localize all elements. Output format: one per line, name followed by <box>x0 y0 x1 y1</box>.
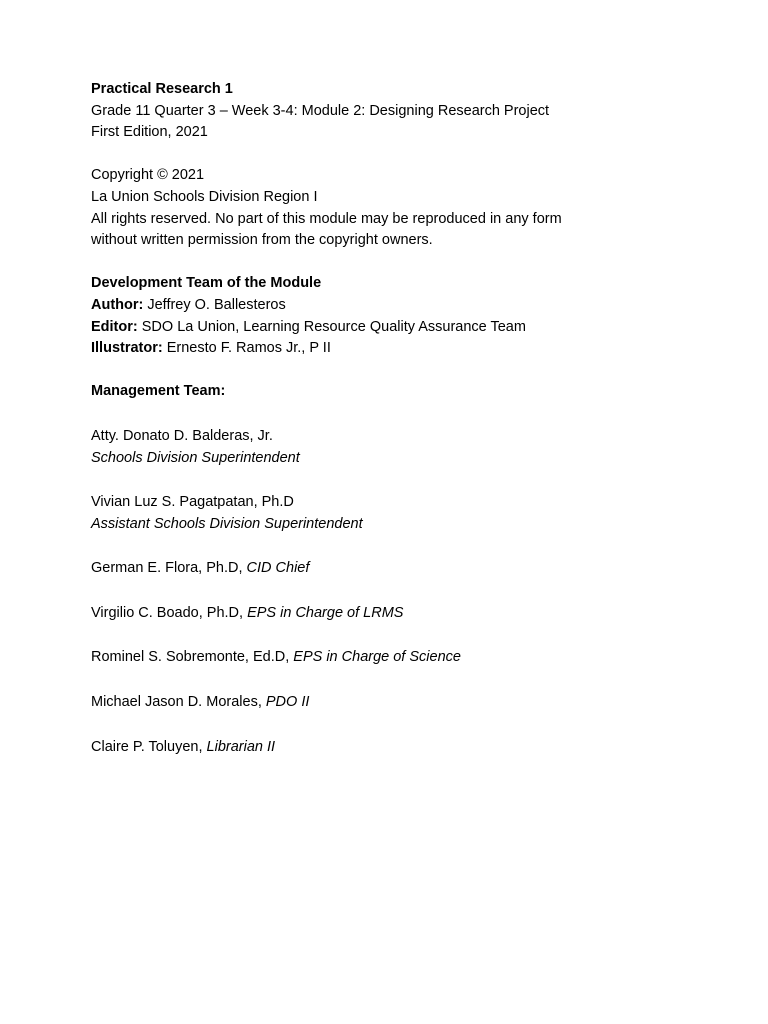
editor-value: SDO La Union, Learning Resource Quality Assurance Team <box>137 318 526 335</box>
member-title: EPS in Charge of LRMS <box>247 604 404 621</box>
copyright-line: Copyright © 2021 <box>91 167 205 184</box>
spacer <box>91 624 731 647</box>
rights-line-2: without written permission from the copyright owners. <box>91 232 433 249</box>
member-name: Rominel S. Sobremonte, Ed.D, <box>91 649 294 666</box>
member-entry <box>91 737 731 759</box>
member-name: German E. Flora, Ph.D, <box>91 560 247 577</box>
member-name: Claire P. Toluyen, <box>91 738 207 755</box>
member-entry <box>91 647 731 669</box>
spacer <box>91 403 731 426</box>
member-name: Michael Jason D. Morales, <box>91 694 266 711</box>
spacer <box>91 669 731 692</box>
document-page <box>91 79 731 758</box>
document-title: Practical Research 1 <box>91 81 233 97</box>
member-title: Librarian II <box>206 738 276 755</box>
illustrator-line <box>91 338 731 360</box>
member-name: Vivian Luz S. Pagatpatan, Ph.D <box>91 494 294 511</box>
member-title: Schools Division Superintendent <box>91 449 300 466</box>
spacer <box>91 252 731 274</box>
member-entry <box>91 603 731 625</box>
spacer <box>91 360 731 382</box>
author-label: Author: <box>91 296 144 313</box>
division-line: La Union Schools Division Region I <box>91 188 318 205</box>
member-title: CID Chief <box>246 560 310 577</box>
spacer <box>91 714 731 737</box>
spacer <box>91 469 731 492</box>
author-value: Jeffrey O. Ballesteros <box>143 296 286 313</box>
member-entry <box>91 558 731 580</box>
editor-label: Editor: <box>91 318 138 335</box>
member-name: Virgilio C. Boado, Ph.D, <box>91 604 248 621</box>
author-line <box>91 295 731 317</box>
member-title: Assistant Schools Division Superintendent <box>91 515 363 532</box>
spacer <box>91 580 731 603</box>
spacer <box>91 144 731 166</box>
illustrator-label: Illustrator: <box>91 340 163 357</box>
member-title: EPS in Charge of Science <box>293 649 461 666</box>
edition-line: First Edition, 2021 <box>91 124 208 141</box>
spacer <box>91 535 731 558</box>
illustrator-value: Ernesto F. Ramos Jr., P II <box>162 340 331 357</box>
member-name: Atty. Donato D. Balderas, Jr. <box>91 427 273 444</box>
module-subtitle: Grade 11 Quarter 3 – Week 3-4: Module 2: Designing Research Project <box>91 102 550 119</box>
management-team-heading: Management Team: <box>91 383 226 400</box>
editor-line <box>91 317 731 339</box>
member-title: PDO II <box>265 694 310 711</box>
member-entry <box>91 692 731 714</box>
rights-line-1: All rights reserved. No part of this module may be reproduced in any form <box>91 210 562 227</box>
development-team-heading: Development Team of the Module <box>91 275 322 292</box>
